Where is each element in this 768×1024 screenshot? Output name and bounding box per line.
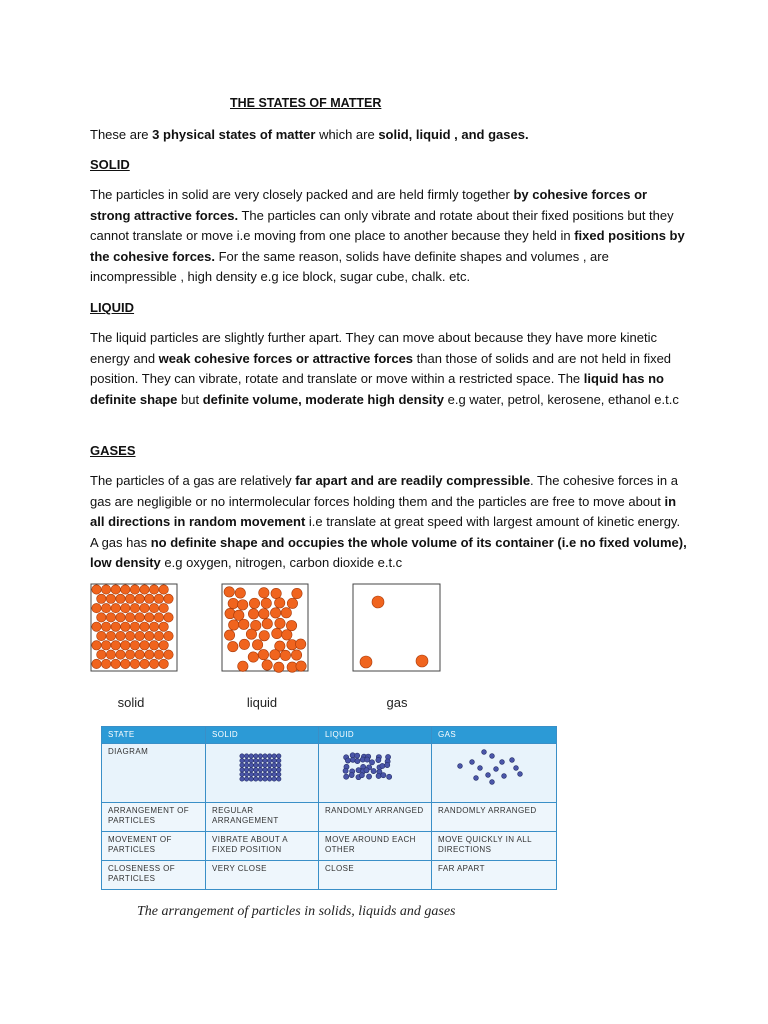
mini-liquid-particle bbox=[359, 773, 364, 778]
mini-gas-particle bbox=[514, 766, 519, 771]
mini-liquid-particle bbox=[369, 760, 374, 765]
solid-particle bbox=[125, 650, 134, 659]
solid-particle bbox=[92, 622, 101, 631]
mini-gas-particle bbox=[470, 760, 475, 765]
solid-particle bbox=[101, 659, 110, 668]
liquid-particle bbox=[228, 641, 238, 651]
liquid-particle bbox=[228, 598, 238, 608]
mini-solid-particle bbox=[254, 763, 258, 767]
solid-particle bbox=[111, 641, 120, 650]
mini-gas-particle bbox=[502, 774, 507, 779]
solid-particle bbox=[130, 622, 139, 631]
mini-gas-particle bbox=[490, 780, 495, 785]
solid-particle bbox=[159, 622, 168, 631]
mini-liquid-particle bbox=[387, 774, 392, 779]
table-cell: MOVE AROUND EACH OTHER bbox=[319, 832, 432, 861]
liquid-particle bbox=[262, 660, 272, 670]
header-state: STATE bbox=[102, 727, 206, 744]
mini-solid-particle bbox=[263, 758, 267, 762]
solid-particle bbox=[149, 585, 158, 594]
mini-solid-particle bbox=[240, 758, 244, 762]
liquid-particle bbox=[259, 588, 269, 598]
mini-solid-particle bbox=[263, 772, 267, 776]
mini-solid-particle bbox=[263, 763, 267, 767]
mini-solid-particle bbox=[267, 763, 271, 767]
mini-solid-particle bbox=[277, 768, 281, 772]
solid-particle bbox=[106, 631, 115, 640]
solid-particle bbox=[111, 603, 120, 612]
solid-particle bbox=[121, 622, 130, 631]
mini-liquid-particle bbox=[355, 758, 360, 763]
solid-particle bbox=[149, 659, 158, 668]
gas-particle bbox=[372, 596, 384, 608]
mini-solid-particle bbox=[254, 777, 258, 781]
solid-particle bbox=[145, 631, 154, 640]
solid-particle bbox=[111, 622, 120, 631]
gas-particle bbox=[416, 655, 428, 667]
mini-solid-particle bbox=[240, 772, 244, 776]
mini-solid-particle bbox=[258, 763, 262, 767]
mini-solid-particle bbox=[272, 763, 276, 767]
solid-particle bbox=[106, 613, 115, 622]
mini-solid-particle bbox=[254, 758, 258, 762]
mini-liquid-particle bbox=[385, 762, 390, 767]
mini-gas-particle bbox=[518, 772, 523, 777]
mini-liquid-particle bbox=[355, 753, 360, 758]
solid-mini-diagram bbox=[206, 744, 318, 796]
solid-particle bbox=[164, 594, 173, 603]
mini-gas-particle bbox=[510, 758, 515, 763]
mini-solid-particle bbox=[240, 768, 244, 772]
mini-solid-particle bbox=[244, 763, 248, 767]
mini-solid-particle bbox=[258, 768, 262, 772]
solid-particle bbox=[140, 641, 149, 650]
particles-table bbox=[101, 726, 557, 887]
mini-solid-particle bbox=[263, 754, 267, 758]
solid-particle bbox=[145, 594, 154, 603]
table-row bbox=[102, 803, 557, 832]
mini-liquid-particle bbox=[349, 772, 354, 777]
mini-solid-particle bbox=[277, 772, 281, 776]
table-cell: CLOSE bbox=[319, 861, 432, 890]
liquid-particle bbox=[259, 609, 269, 619]
solid-particle bbox=[135, 650, 144, 659]
solid-particle bbox=[140, 659, 149, 668]
gases-heading: GASES bbox=[90, 443, 136, 458]
mini-solid-particle bbox=[244, 772, 248, 776]
mini-solid-particle bbox=[244, 758, 248, 762]
mini-gas-particle bbox=[486, 773, 491, 778]
gas-particle bbox=[360, 656, 372, 668]
liquid-particle bbox=[261, 598, 271, 608]
liquid-particle bbox=[296, 661, 306, 671]
states-diagram bbox=[0, 583, 768, 713]
solid-particle bbox=[130, 585, 139, 594]
mini-solid-particle bbox=[240, 777, 244, 781]
solid-particle bbox=[125, 594, 134, 603]
table-cell: FAR APART bbox=[432, 861, 557, 890]
solid-particle bbox=[154, 594, 163, 603]
solid-particle bbox=[125, 631, 134, 640]
mini-gas-particle bbox=[478, 766, 483, 771]
table-cell: MOVE QUICKLY IN ALL DIRECTIONS bbox=[432, 832, 557, 861]
liquid-label: liquid bbox=[246, 695, 278, 710]
table-row bbox=[102, 744, 557, 803]
mini-solid-particle bbox=[258, 754, 262, 758]
solid-particle bbox=[159, 641, 168, 650]
mini-liquid-particle bbox=[364, 768, 369, 773]
mini-liquid-particle bbox=[376, 773, 381, 778]
solid-particle bbox=[145, 650, 154, 659]
mini-solid-particle bbox=[249, 763, 253, 767]
solid-particle bbox=[101, 622, 110, 631]
solid-particle bbox=[116, 631, 125, 640]
solid-particle bbox=[97, 650, 106, 659]
liquid-particle bbox=[259, 631, 269, 641]
mini-solid-particle bbox=[258, 777, 262, 781]
mini-solid-particle bbox=[258, 758, 262, 762]
mini-solid-particle bbox=[272, 758, 276, 762]
liquid-particle bbox=[238, 661, 248, 671]
solid-particle bbox=[164, 631, 173, 640]
mini-liquid-particle bbox=[345, 758, 350, 763]
table-cell: RANDOMLY ARRANGED bbox=[319, 803, 432, 832]
solid-particle bbox=[92, 585, 101, 594]
solid-particle bbox=[121, 585, 130, 594]
liquid-particle bbox=[292, 588, 302, 598]
liquid-particle bbox=[291, 650, 301, 660]
header-solid: SOLID bbox=[206, 727, 319, 744]
mini-liquid-particle bbox=[381, 773, 386, 778]
mini-gas-particle bbox=[494, 767, 499, 772]
solid-particle bbox=[92, 603, 101, 612]
solid-particle bbox=[130, 641, 139, 650]
solid-particle bbox=[116, 613, 125, 622]
mini-solid-particle bbox=[267, 754, 271, 758]
liquid-particle bbox=[239, 639, 249, 649]
liquid-particle bbox=[274, 662, 284, 672]
mini-liquid-particle bbox=[371, 768, 376, 773]
mini-solid-particle bbox=[249, 768, 253, 772]
intro-paragraph: These are 3 physical states of matter which are solid, liquid , and gases. bbox=[90, 127, 529, 142]
liquid-particle bbox=[238, 600, 248, 610]
liquid-particle bbox=[229, 620, 239, 630]
solid-particle bbox=[111, 659, 120, 668]
solid-particle bbox=[116, 594, 125, 603]
liquid-heading: LIQUID bbox=[90, 300, 135, 315]
solid-particle bbox=[164, 650, 173, 659]
solid-particle bbox=[92, 641, 101, 650]
solid-particle bbox=[149, 641, 158, 650]
mini-liquid-particle bbox=[380, 763, 385, 768]
row-label: ARRANGEMENT OF PARTICLES bbox=[102, 803, 206, 832]
mini-solid-particle bbox=[249, 777, 253, 781]
mini-solid-particle bbox=[249, 772, 253, 776]
mini-solid-particle bbox=[277, 754, 281, 758]
mini-liquid-particle bbox=[365, 757, 370, 762]
row-label: DIAGRAM bbox=[102, 744, 206, 803]
solid-particle bbox=[159, 603, 168, 612]
table-row bbox=[102, 861, 557, 890]
table-cell: VIBRATE ABOUT A FIXED POSITION bbox=[206, 832, 319, 861]
table-cell: RANDOMLY ARRANGED bbox=[432, 803, 557, 832]
mini-solid-particle bbox=[263, 777, 267, 781]
solid-particles bbox=[92, 585, 173, 669]
solid-particle bbox=[135, 613, 144, 622]
solid-paragraph: The particles in solid are very closely packed and are held firmly together by cohesive forces or strong attractive forces. The particles can only vibrate and rotate about their fixed positions but they cannot translate or move i.e moving from one place to another because they held in fixed positions by the cohesive forces. For the same reason, solids have definite shapes and volumes , are incompressible , high density e.g ice block, sugar cube, chalk. etc. bbox=[90, 187, 685, 285]
solid-particle bbox=[121, 603, 130, 612]
mini-solid-particle bbox=[249, 754, 253, 758]
mini-solid-particle bbox=[244, 768, 248, 772]
liquid-particle bbox=[270, 649, 280, 659]
mini-solid-particle bbox=[277, 758, 281, 762]
row-label: MOVEMENT OF PARTICLES bbox=[102, 832, 206, 861]
table-cell: REGULAR ARRANGEMENT bbox=[206, 803, 319, 832]
liquid-particle bbox=[270, 608, 280, 618]
solid-label: solid bbox=[117, 695, 145, 710]
gas-mini-diagram bbox=[432, 744, 556, 796]
mini-solid-particle bbox=[263, 768, 267, 772]
solid-particle bbox=[125, 613, 134, 622]
solid-particle bbox=[154, 613, 163, 622]
liquid-particle bbox=[262, 619, 272, 629]
solid-particle bbox=[97, 631, 106, 640]
liquid-particle bbox=[258, 649, 268, 659]
liquid-particle bbox=[248, 609, 258, 619]
liquid-particle bbox=[275, 618, 285, 628]
solid-particle bbox=[149, 603, 158, 612]
solid-particle bbox=[106, 650, 115, 659]
mini-liquid-particle bbox=[343, 768, 348, 773]
mini-liquid-particle bbox=[376, 757, 381, 762]
mini-solid-particle bbox=[249, 758, 253, 762]
solid-particle bbox=[101, 641, 110, 650]
mini-solid-particle bbox=[267, 758, 271, 762]
solid-particle bbox=[106, 594, 115, 603]
solid-particle bbox=[135, 631, 144, 640]
solid-particle bbox=[149, 622, 158, 631]
mini-solid-particle bbox=[254, 772, 258, 776]
solid-particle bbox=[140, 585, 149, 594]
mini-solid-particle bbox=[272, 768, 276, 772]
mini-gas-particle bbox=[500, 760, 505, 765]
liquid-particle bbox=[224, 630, 234, 640]
solid-particle bbox=[140, 603, 149, 612]
mini-liquid-particle bbox=[344, 774, 349, 779]
gases-paragraph: The particles of a gas are relatively far apart and are readily compressible. The cohesive forces in a gas are negligible or no intermolecular forces holding them and the particles are free to move about in all directions in random movement i.e translate at great speed with largest amount of kinetic energy. A gas has no definite shape and occupies the whole volume of its container (i.e no fixed volume), low density e.g oxygen, nitrogen, carbon dioxide e.t.c bbox=[90, 473, 687, 571]
liquid-paragraph: The liquid particles are slightly further apart. They can move about because they have more kinetic energy and weak cohesive forces or attractive forces than those of solids and are not held in fixed position. They can vibrate, rotate and translate or move within a restricted space. The liquid has no definite shape but definite volume, moderate high density e.g water, petrol, kerosene, ethanol e.t.c bbox=[90, 330, 679, 407]
liquid-particle bbox=[246, 629, 256, 639]
solid-particle bbox=[130, 659, 139, 668]
mini-gas-particle bbox=[482, 750, 487, 755]
liquid-diagram-cell bbox=[319, 744, 432, 803]
mini-solid-particle bbox=[254, 754, 258, 758]
mini-solid-particle bbox=[267, 768, 271, 772]
mini-solid-particle bbox=[272, 754, 276, 758]
solid-diagram-cell bbox=[206, 744, 319, 803]
liquid-particle bbox=[271, 588, 281, 598]
gas-diagram-cell bbox=[432, 744, 557, 803]
liquid-particle bbox=[224, 587, 234, 597]
page-title: THE STATES OF MATTER bbox=[230, 96, 382, 110]
solid-particle bbox=[101, 603, 110, 612]
mini-solid-particle bbox=[267, 772, 271, 776]
liquid-particle bbox=[281, 608, 291, 618]
solid-particle bbox=[159, 659, 168, 668]
table-cell: VERY CLOSE bbox=[206, 861, 319, 890]
mini-liquid-particle bbox=[366, 774, 371, 779]
liquid-particle bbox=[248, 652, 258, 662]
row-label: CLOSENESS OF PARTICLES bbox=[102, 861, 206, 890]
solid-heading: SOLID bbox=[90, 157, 130, 172]
solid-particle bbox=[135, 594, 144, 603]
mini-solid-particle bbox=[254, 768, 258, 772]
solid-particle bbox=[97, 613, 106, 622]
solid-particle bbox=[140, 622, 149, 631]
solid-particle bbox=[111, 585, 120, 594]
liquid-particle bbox=[249, 598, 259, 608]
solid-particle bbox=[92, 659, 101, 668]
gas-label: gas bbox=[386, 695, 408, 710]
mini-solid-particle bbox=[240, 754, 244, 758]
mini-gas-particle bbox=[474, 776, 479, 781]
mini-solid-particle bbox=[244, 754, 248, 758]
mini-solid-particle bbox=[272, 777, 276, 781]
table-caption: The arrangement of particles in solids, liquids and gases bbox=[137, 904, 456, 919]
solid-particle bbox=[101, 585, 110, 594]
mini-gas-particle bbox=[490, 754, 495, 759]
liquid-particle bbox=[295, 639, 305, 649]
solid-particle bbox=[145, 613, 154, 622]
mini-solid-particle bbox=[277, 777, 281, 781]
solid-particle bbox=[121, 641, 130, 650]
liquid-particle bbox=[272, 628, 282, 638]
header-liquid: LIQUID bbox=[319, 727, 432, 744]
liquid-particle bbox=[252, 640, 262, 650]
mini-solid-particle bbox=[267, 777, 271, 781]
table-row bbox=[102, 832, 557, 861]
header-gas: GAS bbox=[432, 727, 557, 744]
liquid-particle bbox=[282, 630, 292, 640]
liquid-particle bbox=[286, 620, 296, 630]
liquid-particle bbox=[235, 588, 245, 598]
solid-particle bbox=[154, 650, 163, 659]
mini-solid-particle bbox=[244, 777, 248, 781]
solid-particle bbox=[116, 650, 125, 659]
liquid-particle bbox=[274, 598, 284, 608]
mini-solid-particle bbox=[272, 772, 276, 776]
solid-particle bbox=[164, 613, 173, 622]
liquid-mini-diagram bbox=[319, 744, 431, 796]
mini-solid-particle bbox=[258, 772, 262, 776]
solid-particle bbox=[130, 603, 139, 612]
liquid-particle bbox=[287, 598, 297, 608]
solid-particle bbox=[121, 659, 130, 668]
liquid-particle bbox=[280, 650, 290, 660]
solid-particle bbox=[154, 631, 163, 640]
solid-particle bbox=[159, 585, 168, 594]
mini-solid-particle bbox=[240, 763, 244, 767]
liquid-particle bbox=[239, 619, 249, 629]
solid-particle bbox=[97, 594, 106, 603]
liquid-particle bbox=[234, 610, 244, 620]
mini-gas-particle bbox=[458, 764, 463, 769]
mini-solid-particle bbox=[277, 763, 281, 767]
